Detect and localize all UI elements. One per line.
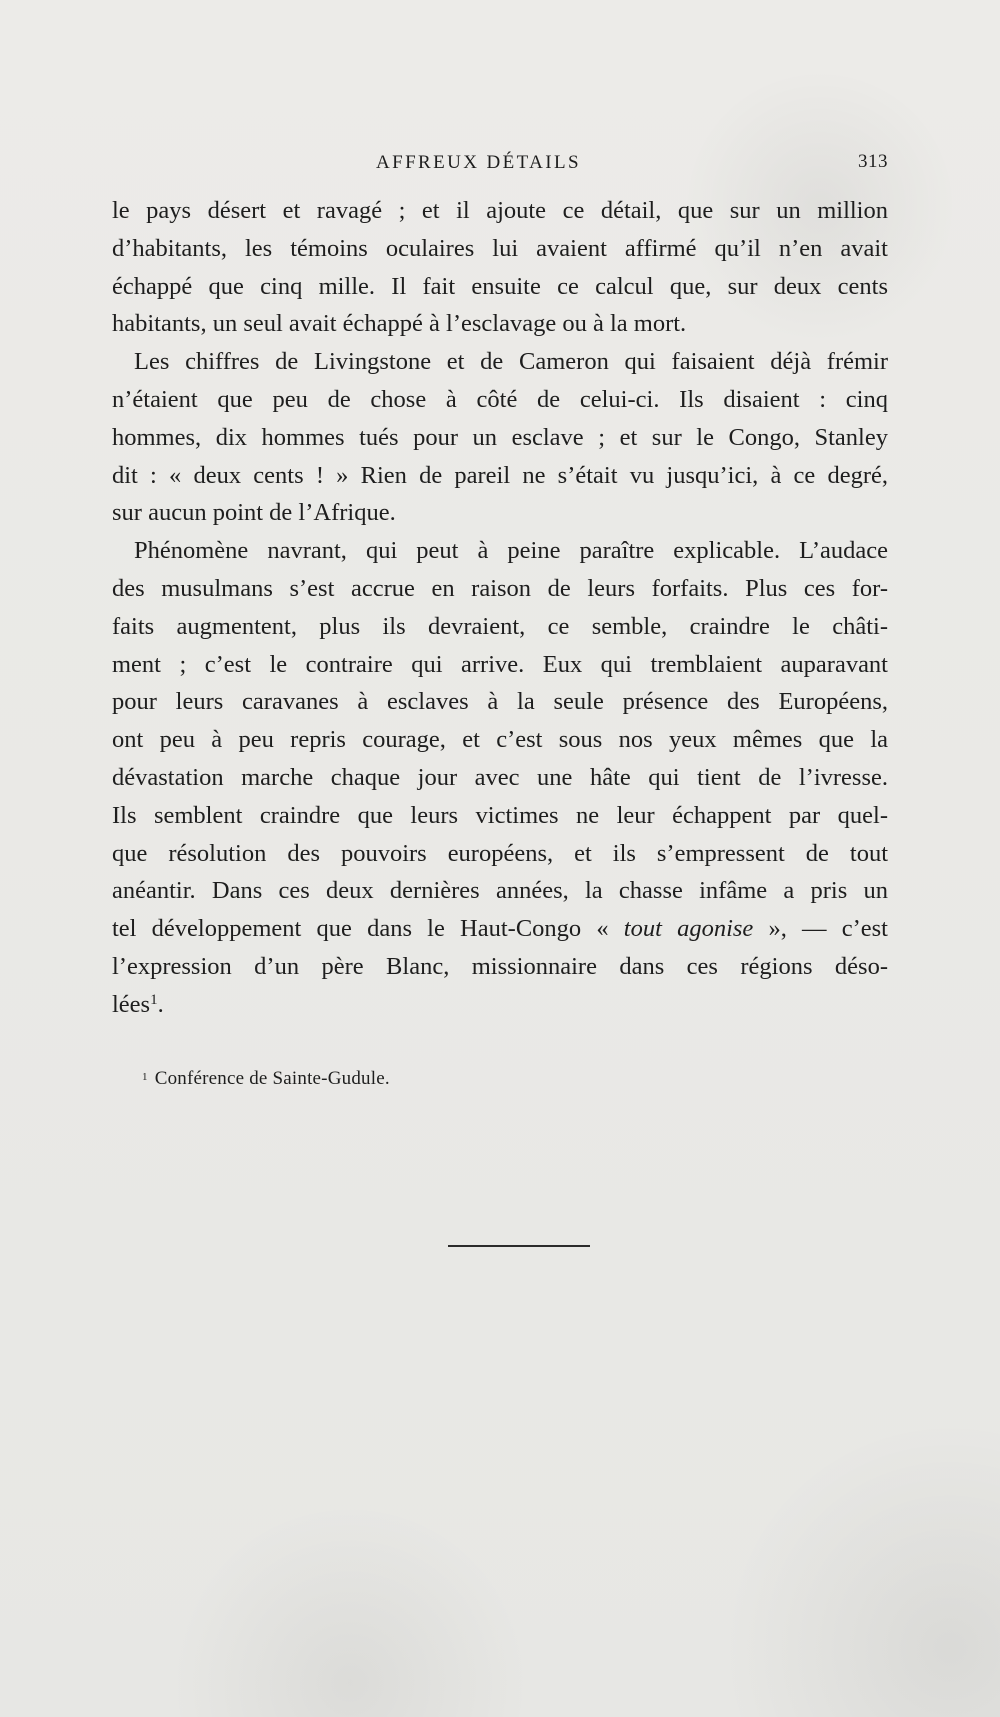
text-line: dévastation marche chaque jour avec une hâte qui tient de l’ivresse.: [112, 763, 888, 791]
text-line: le pays désert et ravagé ; et il ajoute ce détail, que sur un million: [112, 197, 888, 224]
footnote: [142, 1068, 390, 1090]
italic-quote: tout agonise: [623, 915, 754, 943]
text-line: pour leurs caravanes à esclaves à la seule présence des Européens,: [112, 688, 888, 716]
text-segment: tel développement que dans le Haut-Congo «: [112, 915, 624, 943]
footnote-mark: 1: [142, 1071, 148, 1083]
text-line: l’expression d’un père Blanc, missionnaire dans ces régions déso-: [112, 952, 888, 980]
text-line: Phénomène navrant, qui peut à peine paraître explicable. L’audace: [134, 537, 888, 565]
text-line-with-italic: [112, 910, 888, 948]
text-line: ment ; c’est le contraire qui arrive. Eux qui tremblaient auparavant: [112, 650, 888, 678]
text-line: n’étaient que peu de chose à côté de celui-ci. Ils disaient : cinq: [112, 385, 888, 413]
text-segment: .: [157, 990, 164, 1018]
text-line: d’habitants, les témoins oculaires lui avaient affirmé qu’il n’en avait: [112, 234, 888, 262]
text-line: échappé que cinq mille. Il fait ensuite ce calcul que, sur deux cents: [112, 272, 888, 300]
running-head: AFFREUX DÉTAILS: [376, 152, 581, 173]
text-segment: lées: [112, 990, 151, 1018]
page-number: 313: [858, 151, 888, 172]
text-line: des musulmans s’est accrue en raison de leurs forfaits. Plus ces for-: [112, 574, 888, 602]
text-line: Les chiffres de Livingstone et de Cameron qui faisaient déjà frémir: [134, 348, 888, 376]
footnote-reference[interactable]: 1: [150, 991, 158, 1008]
text-line: sur aucun point de l’Afrique.: [112, 499, 396, 527]
text-segment: », — c’est: [753, 915, 888, 943]
end-rule: [448, 1245, 590, 1247]
text-line-with-note: [112, 986, 888, 1024]
text-line: hommes, dix hommes tués pour un esclave ; et sur le Congo, Stanley: [112, 423, 888, 451]
text-line: anéantir. Dans ces deux dernières années, la chasse infâme a pris un: [112, 877, 888, 905]
text-line: dit : « deux cents ! » Rien de pareil ne s’était vu jusqu’ici, à ce degré,: [112, 461, 888, 489]
footnote-text: Conférence de Sainte-Gudule.: [154, 1068, 390, 1089]
text-line: que résolution des pouvoirs européens, et ils s’empressent de tout: [112, 839, 888, 867]
text-line: habitants, un seul avait échappé à l’esclavage ou à la mort.: [112, 310, 687, 338]
body-text: [112, 192, 888, 1024]
text-line: Ils semblent craindre que leurs victimes ne leur échappent par quel-: [112, 801, 888, 829]
text-line: faits augmentent, plus ils devraient, ce semble, craindre le châti-: [112, 612, 888, 640]
text-line: ont peu à peu repris courage, et c’est sous nos yeux mêmes que la: [112, 726, 888, 754]
